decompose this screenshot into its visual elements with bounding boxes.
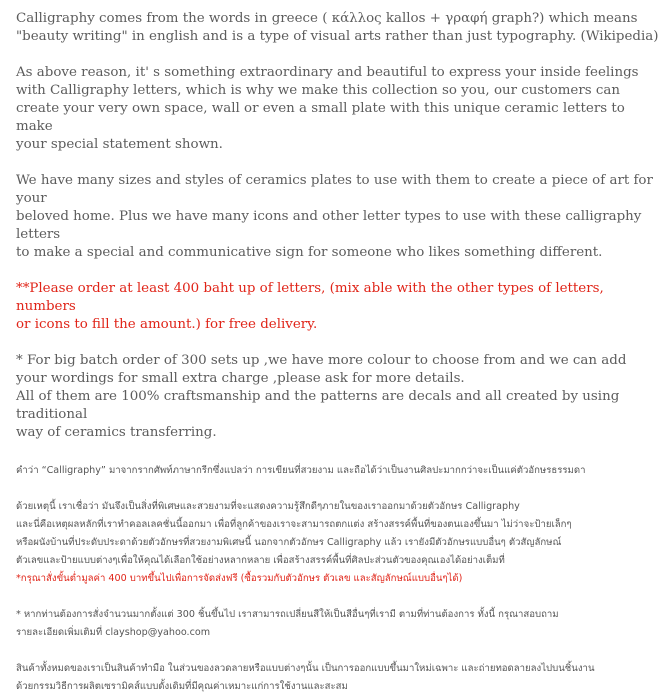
- thai-free-delivery-notice: *กรุณาสั่งขั้นต่ำมูลค่า 400 บาทขึ้นไปเพื่อการจัดส่งฟรี (ซื้อรวมกับตัวอักษร ตัวเลข และสัญลักษณ์แบบอื่นๆได้): [16, 573, 463, 584]
- thai-calligraphy-origin: คำว่า “Calligraphy” มาจากรากศัพท์ภาษากรีกซึ่งแปลว่า การเขียนที่สวยงาม และถือได้ว่าเป็นงานศิลปะมากกว่าจะเป็นแค่ตัวอักษรธรรมดา: [16, 465, 586, 476]
- thai-batch-order-note: * หากท่านต้องการสั่งจำนวนมากตั้งแต่ 300 ชิ้นขึ้นไป เราสามารถเปลี่ยนสีให้เป็นสีอื่นๆที่เรามี ตามที่ท่านต้องการ ทั้งนี้ กรุณาสอบถาม รายละเอียดเพิ่มเติมที่ clayshop@yahoo.com: [16, 609, 559, 638]
- free-delivery-notice: **Please order at least 400 baht up of letters, (mix able with the other types of letters, numbers or icons to fill the amount.) for free delivery.: [16, 281, 604, 332]
- thai-collection-purpose: ด้วยเหตุนี้ เราเชื่อว่า มันจึงเป็นสิ่งที่พิเศษและสวยงามที่จะแสดงความรู้สึกดีๆภายในของเราออกมาด้วยตัวอักษร Calligraphy และนี่คือเหตุผลหลักที่เราทำคอลเลคชั่นนี้ออกมา เพื่อที่ลูกค้าของเราจะสามารถตกแต่ง สร้างสรรค์พื้นที่ของตนเองขึ้นมา ไม่ว่าจะป้ายเล็กๆ หรือผนังบ้านที่ประดับประดาด้วยตัวอักษรที่สวยงามพิเศษนี้ นอกจากตัวอักษร Calligraphy แล้ว เรายังมีตัวอักษรแบบอื่นๆ ตัวสัญลักษณ์ ตัวเลขและป้ายแบบต่างๆเพื่อให้คุณได้เลือกใช้อย่างหลากหลาย เพื่อสร้างสรรค์พื้นที่ศิลปะส่วนตัวของคุณเองได้อย่างเต็มที่: [16, 501, 572, 566]
- english-description: [16, 10, 660, 442]
- craftsmanship-paragraph: All of them are 100% craftsmanship and the patterns are decals and all created by using traditional way of ceramics transferring.: [16, 389, 620, 440]
- thai-craftsmanship: สินค้าทั้งหมดของเราเป็นสินค้าทำมือ ในส่วนของลวดลายหรือแบบต่างๆนั้น เป็นการออกแบบขึ้นมาใหม่เฉพาะ และถ่ายทอดลายลงไปบนชิ้นงาน ด้วยกรรมวิธีการผลิตเซรามิคส์แบบดั้งเดิมที่มีคุณค่าเหมาะแก่การใช้งานและสะสม: [16, 663, 595, 692]
- collection-purpose-paragraph: As above reason, it' s something extraordinary and beautiful to express your inside feelings with Calligraphy letters, which is why we make this collection so you, our customers can create your very own space, wall or even a small plate with this unique ceramic letters to make your special statement shown.: [16, 65, 639, 152]
- sizes-styles-paragraph: We have many sizes and styles of ceramics plates to use with them to create a piece of art for your beloved home. Plus we have many icons and other letter types to use with these calligraphy letters to make a special and communicative sign for someone who likes something different.: [16, 173, 653, 260]
- batch-order-note: * For big batch order of 300 sets up ,we have more colour to choose from and we can add your wordings for small extra charge ,please ask for more details.: [16, 353, 627, 386]
- calligraphy-origin-paragraph: Calligraphy comes from the words in greece ( κάλλος kallos + γραφή graph?) which means "beauty writing" in english and is a type of visual arts rather than just typography. (Wikipedia): [16, 11, 659, 44]
- thai-description: [16, 462, 660, 696]
